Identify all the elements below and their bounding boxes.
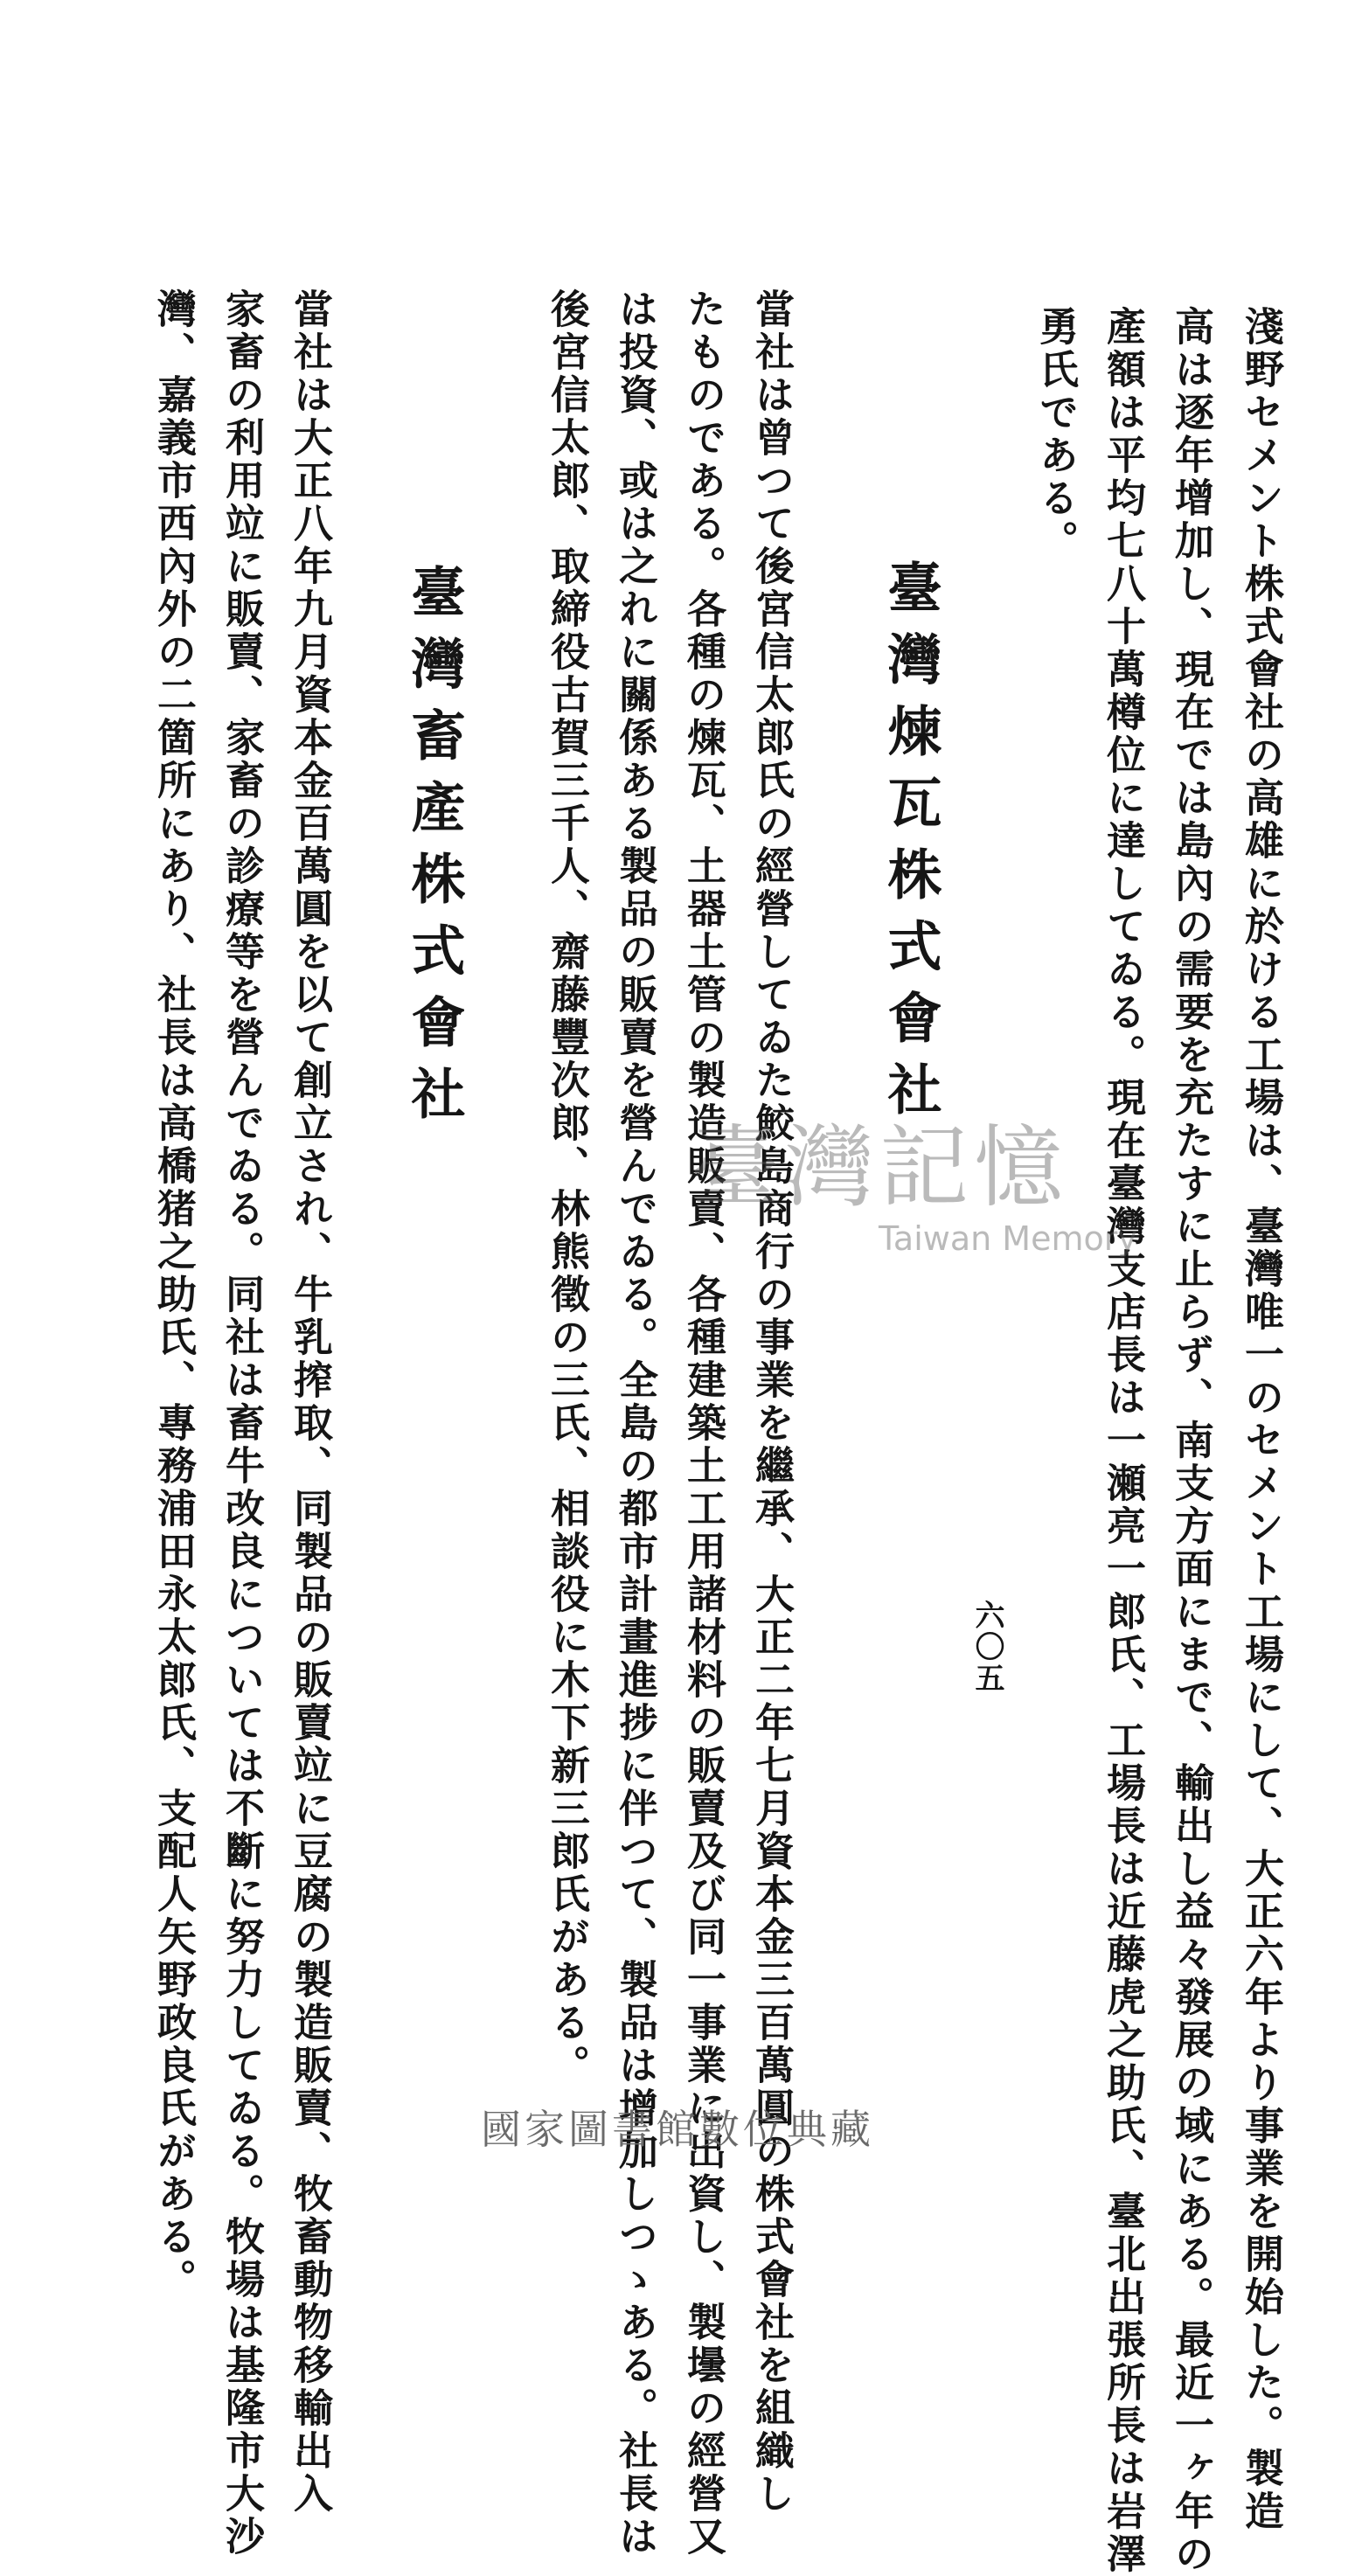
prev-section-line-3: 產額は平均七八十萬樽位に達してゐる。現在臺灣支店長は一瀬亮一郎氏、工場長は近藤虎之助氏、臺北出張所長は岩澤 [1100, 306, 1146, 2576]
brick-company-heading: 臺灣煉瓦株式會社 [879, 559, 942, 1133]
livestock-line-1: 當社は大正八年九月資本金百萬圓を以て創立され、牛乳搾取、同製品の販賣竝に豆腐の製造販賣、牧畜動物移輸出入 [287, 288, 333, 2516]
brick-line-1: 當社は曾つて後宮信太郎氏の經營してゐた鮫島商行の事業を繼承、大正二年七月資本金三百萬圓の株式會社を組織し [748, 288, 795, 2516]
archive-footer: 國家圖書館數位典藏 [481, 2106, 874, 2153]
prev-section-line-1: 淺野セメント株式會社の高雄に於ける工場は、臺灣唯一のセメント工場にして、大正六年より事業を開始した。製造 [1238, 306, 1284, 2533]
livestock-line-2: 家畜の利用竝に販賣、家畜の診療等を營んでゐる。同社は畜牛改良については不斷に努力してゐる。牧場は基隆市大沙 [219, 288, 265, 2559]
brick-line-4: 後宮信太郎、取締役古賀三千人、齋藤豐次郎、林熊徵の三氏、相談役に木下新三郎氏がある。 [544, 288, 590, 2087]
livestock-company-heading: 臺灣畜產株式會社 [402, 564, 466, 1137]
prev-section-line-4: 勇氏である。 [1032, 306, 1079, 563]
livestock-line-3: 灣、嘉義市西內外の二箇所にあり、社長は高橋猪之助氏、專務浦田永太郎氏、支配人矢野政良氏がある。 [150, 288, 197, 2302]
watermark-chinese-text: 臺灣記憶 [691, 1116, 1068, 1220]
prev-section-line-2: 高は逐年增加し、現在では島內の需要を充たすに止らず、南支方面にまで、輸出し益々發展の域にある。最近一ヶ年の [1168, 306, 1214, 2576]
brick-line-3: は投資、或は之れに關係ある製品の販賣を營んでゐる。全島の都市計畫進捗に伴つて、製品は增加しつゝある。社長は [612, 288, 658, 2559]
page-number: 六〇五 [969, 1600, 1004, 1694]
watermark-english-text: Taiwan Memory [879, 1219, 1137, 1258]
brick-line-2: たものである。各種の煉瓦、土器土管の製造販賣、各種建築土工用諸材料の販賣及び同一事業に出資し、製壜の經營又 [680, 288, 726, 2559]
